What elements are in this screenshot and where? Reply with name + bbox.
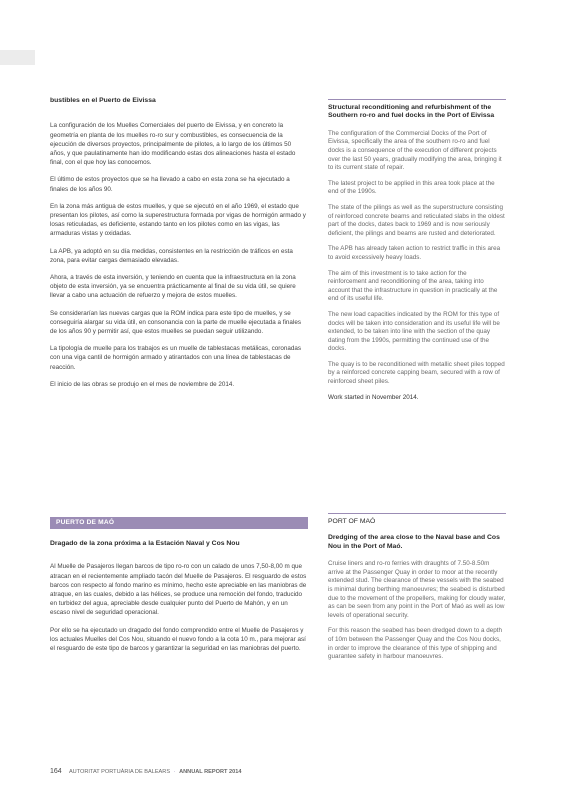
section-rule (328, 99, 506, 100)
left-bottom-article (50, 540, 308, 661)
article-heading: Dredging of the area close to the Naval base and Cos Nou in the Port of Maó. (328, 534, 500, 550)
paragraph: The quay is to be reconditioned with metallic sheet piles topped by a reinforced concrete capping beam, secured with a row of reinforced sheet piles. (328, 360, 505, 386)
paragraph: Ahora, a través de esta inversión, y teniendo en cuenta que la infraestructura en la zona objeto de esta inversión, ya se encuentra prácticamente al final de su vida útil, se quiere llevar a cabo una actuación de refuerzo y mejora de estos muelles. (50, 274, 296, 300)
paragraph: The latest project to be applied in this area took place at the end of the 1990s. (328, 179, 495, 196)
paragraph: La tipología de muelle para los trabajos es un muelle de tablestacas metálicas, coronadas con una viga cantil de hormigón armado y atirantados con una línea de tablestacas de reacción. (50, 345, 301, 371)
section-rule (328, 513, 506, 514)
paragraph: Cruise liners and ro-ro ferries with draughts of 7.50-8.50m arrive at the Passenger Quay in order to moor at the recently extended stud. The clearance of these vessels with the seabed is minimal during berthing manoeuvres; the seabed is disturbed due to the movement of the propellers, making for cloudy water, as can be seen from any point in the Port of Maó as well as low levels of operational security. (328, 560, 506, 619)
paragraph: Por ello se ha ejecutado un dragado del fondo comprendido entre el Muelle de Pasajeros y los actuales Muelles del Cos Nou, situando el nuevo fondo a la cota 10 m., para mejorar así el resguardo de este tipo de barcos y garantizar la seguridad en las maniobras del puerto. (50, 626, 306, 653)
section-title: PUERTO DE MAÓ (56, 519, 115, 526)
paragraph: El inicio de las obras se produjo en el mes de noviembre de 2014. (50, 380, 235, 388)
page-number: 164 (50, 768, 62, 775)
paragraph: Work started in November 2014. (328, 393, 419, 401)
paragraph: The aim of this investment is to take action for the reinforcement and reconditioning of the area, taking into account that the infrastructure in question in practically at the end of its useful life. (328, 269, 498, 303)
article-heading: bustibles en el Puerto de Eivissa (50, 97, 156, 104)
paragraph: Se considerarían las nuevas cargas que la ROM indica para este tipo de muelles, y se conseguiría alargar su vida útil, en consonancia con la parte de muelle ejecutada a finales de los años 90 y permitir así, que estos muelles se puedan seguir utilizando. (50, 309, 301, 336)
paragraph: The configuration of the Commercial Docks of the Port of Eivissa, specifically the area of the southern ro-ro and fuel docks is a consequence of the execution of different projects over the last 50 years, gradually modifying the area, bringing it to its current state of repair. (328, 129, 502, 172)
paragraph: The state of the pilings as well as the superstructure consisting of reinforced concrete beams and reticulated slabs in the oldest part of the docks, dates back to 1969 and is now seriously deficient, the pilings and beams are rusted and deteriorated. (328, 203, 505, 237)
paragraph: The APB has already taken action to restrict traffic in this area to avoid excessively heavy loads. (328, 245, 501, 261)
page-footer (50, 768, 241, 776)
right-bottom-article (328, 518, 506, 669)
page-edge-tab (0, 50, 35, 65)
paragraph: La APB, ya adoptó en su día medidas, consistentes en la restricción de tráficos en esta zona, para evitar cargas demasiado elevadas. (50, 247, 293, 264)
section-title: PORT OF MAÓ (328, 518, 376, 525)
footer-report: ANNUAL REPORT 2014 (179, 769, 242, 775)
paragraph: For this reason the seabed has been dredged down to a depth of 10m between the Passenger Quay and the Cos Nou docks, in order to improve the clearance of this type of shipping and guarantee safety in harbour manoeuvres. (328, 627, 502, 661)
article-heading: Dragado de la zona próxima a la Estación Naval y Cos Nou (50, 540, 240, 547)
paragraph: The new load capacities indicated by the ROM for this type of docks will be taken into consideration and its useful life will be extended, to be taken into line with the section of the quay dating from the 1990s, permitting the continued use of the docks. (328, 310, 500, 353)
footer-separator: · (173, 769, 176, 775)
paragraph: Al Muelle de Pasajeros llegan barcos de tipo ro-ro con un calado de unos 7,50-8,00 m que atracan en el recientemente ampliado tacón del Muelle de Pasajeros. El resguardo de estos barcos con respecto al fondo marino es mínimo, hecho este apreciable en las maniobras de atraque, en las cuales, debido a las hélices, se produce una remoción del fondo, traducido en turbidez del agua, apreciable desde cualquier punto del Puerto de Mahón, y en un escaso nivel de seguridad operacional. (50, 563, 307, 617)
paragraph: La configuración de los Muelles Comerciales del puerto de Eivissa, y en concreto la geometría en planta de los muelles ro-ro sur y combustibles, es consecuencia de la ejecución de diversos proyectos, principalmente de pilotes, a lo largo de los últimos 50 años, y que paulatinamente han ido modificando estas dos alineaciones hasta el estado final, con el que hoy las conocemos. (50, 122, 296, 167)
paragraph: El último de estos proyectos que se ha llevado a cabo en esta zona se ha ejecutado a finales de los años 90. (50, 176, 290, 193)
left-top-article (50, 97, 308, 397)
right-top-article (328, 104, 506, 409)
article-heading: Structural reconditioning and refurbishment of the Southern ro-ro and fuel docks in the Port of Eivissa (328, 104, 495, 120)
section-bar (50, 517, 308, 529)
footer-org: AUTORITAT PORTUÀRIA DE BALEARS (68, 769, 171, 775)
paragraph: En la zona más antigua de estos muelles, y que se ejecutó en el año 1969, el estado que presentan los pilotes, así como la superestructura formada por vigas de hormigón armado y losas reticuladas, es deficiente, estando tanto en los pilotes como en las vigas, las armaduras vistas y oxidadas. (50, 202, 306, 238)
